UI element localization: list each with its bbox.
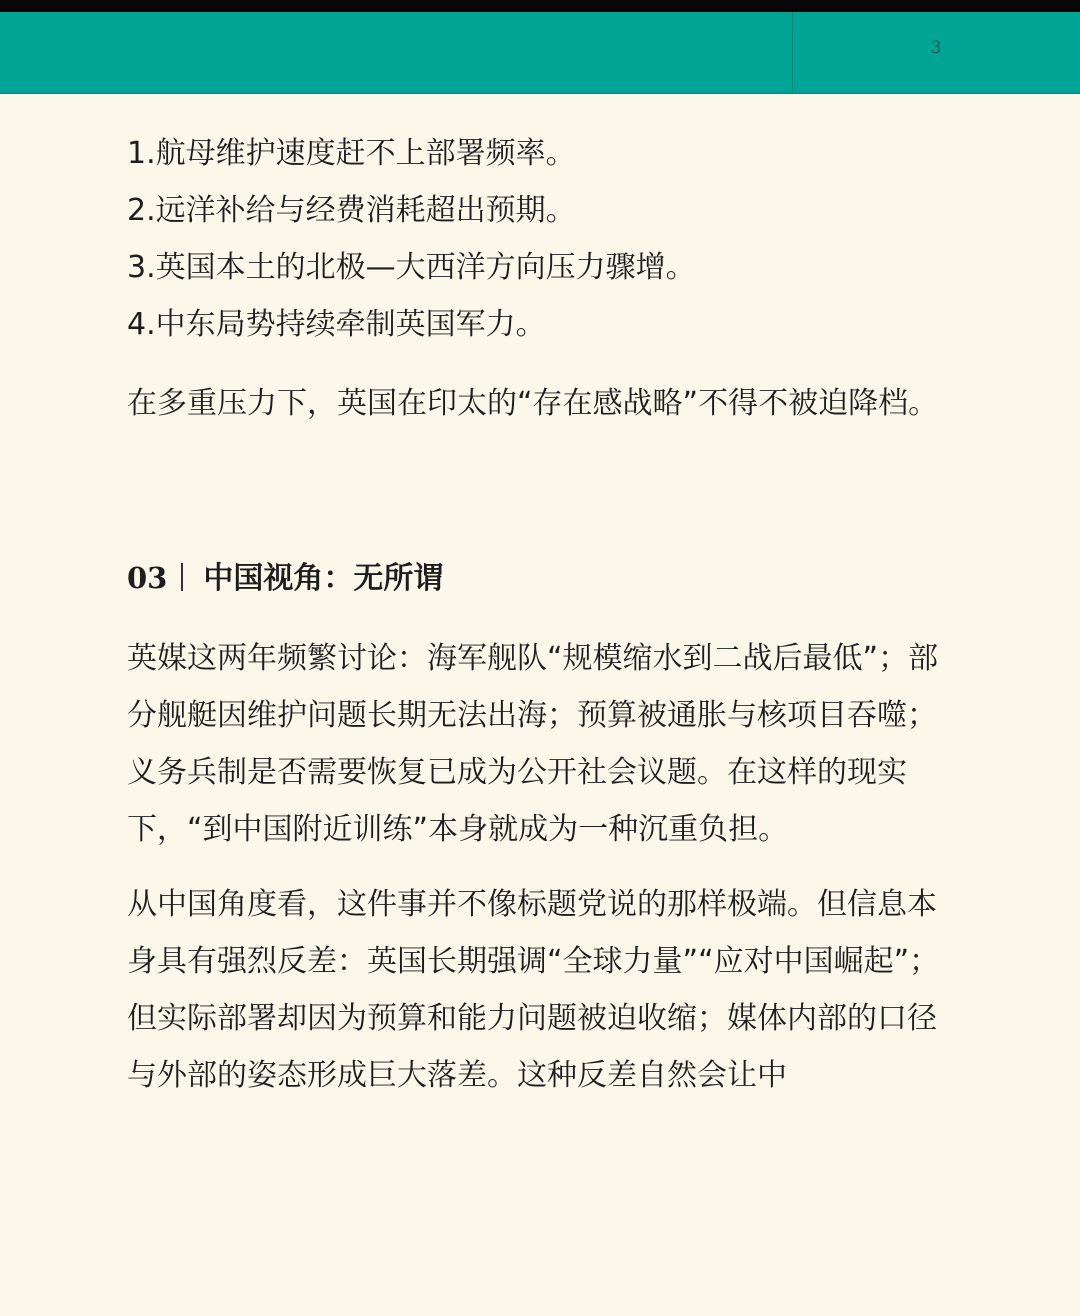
paragraph: 在多重压力下，英国在印太的“存在感战略”不得不被迫降档。 bbox=[127, 386, 939, 421]
list-item: 1.航母维护速度赶不上部署频率。 bbox=[127, 136, 576, 171]
list-item: 4.中东局势持续牵制英国军力。 bbox=[127, 307, 546, 342]
header-divider bbox=[792, 12, 793, 92]
page-number: 3 bbox=[930, 38, 942, 58]
status-strip bbox=[0, 0, 1080, 12]
list-item: 3.英国本土的北极—大西洋方向压力骤增。 bbox=[127, 250, 696, 285]
numbered-list bbox=[127, 125, 957, 353]
header-bar bbox=[0, 12, 1080, 94]
section-title: 中国视角：无所谓 bbox=[203, 561, 444, 596]
paragraph: 从中国角度看，这件事并不像标题党说的那样极端。但信息本身具有强烈反差：英国长期强调“全球力量”“应对中国崛起”；但实际部署却因为预算和能力问题被迫收缩；媒体内部的口径与外部的姿态形成巨大落差。这种反差自然会让中 bbox=[127, 887, 940, 1093]
list-item: 2.远洋补给与经费消耗超出预期。 bbox=[127, 193, 576, 228]
section-divider bbox=[181, 563, 183, 591]
section-number: 03 bbox=[127, 561, 168, 595]
paragraph: 英媒这两年频繁讨论：海军舰队“规模缩水到二战后最低”；部分舰艇因维护问题长期无法出海；预算被通胀与核项目吞噬；义务兵制是否需要恢复已成为公开社会议题。在这样的现实下，“到中国附近训练”本身就成为一种沉重负担。 bbox=[127, 641, 939, 847]
section-heading bbox=[127, 550, 957, 607]
article-body bbox=[127, 125, 957, 1104]
